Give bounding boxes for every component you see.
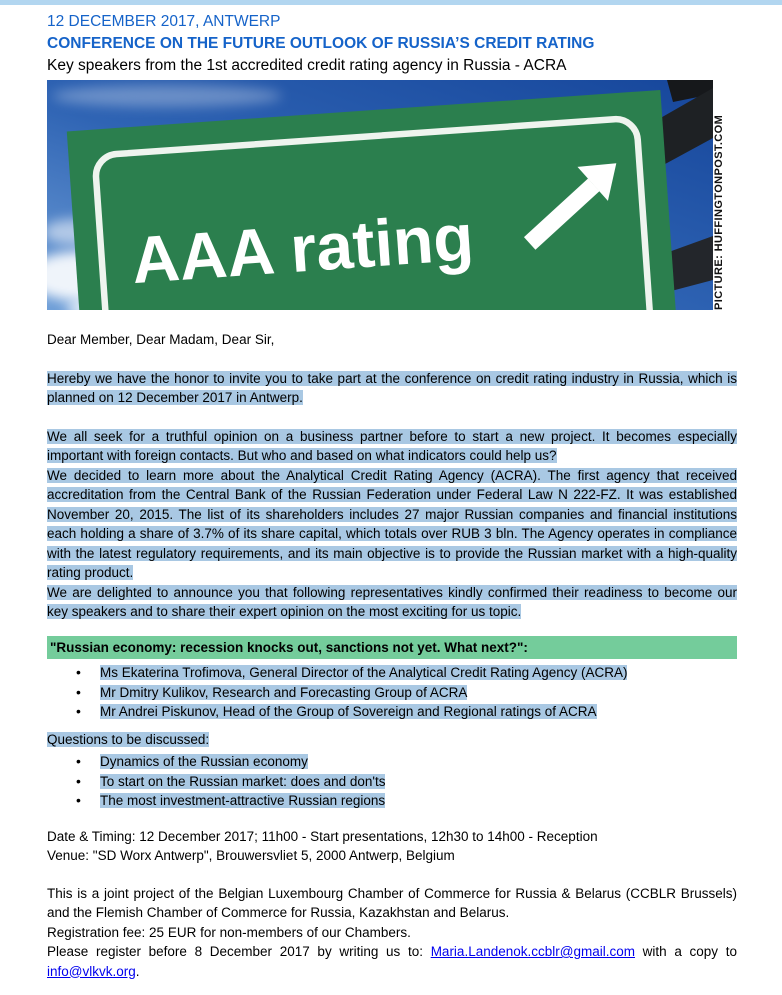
list-item [47,683,737,703]
selected-text: We are delighted to announce you that following representatives kindly confirmed their readiness to become our key speakers and to share their expert opinion on the most exciting for us topic. [47,584,737,619]
selected-text: Questions to be discussed: [47,731,210,747]
paragraph-invite [47,369,737,408]
topic-heading: "Russian economy: recession knocks out, sanctions not yet. What next?": [47,636,737,660]
question-text: To start on the Russian market: does and don'ts [100,773,386,789]
paragraph-acra [47,466,737,583]
bullet-icon: • [76,792,81,808]
question-text: The most investment-attractive Russian regions [100,793,386,808]
page-subtitle: Key speakers from the 1st accredited credit rating agency in Russia - ACRA [47,57,567,74]
selected-text: We decided to learn more about the Analytical Credit Rating Agency (ACRA). The first agency that received accreditation from the Central Bank of the Russian Federation under Federal Law N 222-FZ. It was established November 20, 2015. The list of its shareholders includes 27 major Russian companies and financial institutions each holding a share of 3.7% of its share capital, which totals over RUB 3 bln. The Agency operates in compliance with the latest regulatory requirements, and its main objective is to provide the Russian market with a high-quality rating product. [47,467,737,580]
paragraph-delighted [47,583,737,622]
copy-email-link[interactable]: info@vlkvk.org [47,963,136,979]
speaker-name: Mr Dmitry Kulikov, Research and Forecasting Group of ACRA [100,684,468,700]
paragraph-seek [47,427,737,466]
venue-line: Venue: "SD Worx Antwerp", Brouwersvliet 5, 2000 Antwerp, Belgium [47,848,455,863]
joint-project-paragraph: This is a joint project of the Belgian Luxembourg Chamber of Commerce for Russia & Belarus (CCBLR Brussels) and the Flemish Chamber of Commerce for Russia, Kazakhstan and Belarus. [47,885,737,920]
list-item [47,702,737,722]
bullet-icon: • [76,772,81,789]
photo-credit-caption: PICTURE: HUFFINGTONPOST.COM [713,114,725,310]
aaa-rating-sign-photo [47,80,713,310]
list-item [47,791,737,811]
bullet-icon: • [76,753,81,769]
register-post-text: . [135,963,140,979]
list-item [47,752,737,772]
register-pre-text: Please register before 8 December 2017 by writing us to: [47,944,423,959]
question-text: Dynamics of the Russian economy [100,754,308,769]
bullet-icon: • [76,683,81,700]
list-item [47,663,737,683]
primary-email-link[interactable]: Maria.Landenok.ccblr@gmail.com [430,944,635,959]
register-mid-text: with a copy to [642,944,737,959]
event-date-line: 12 DECEMBER 2017, ANTWERP [47,13,281,30]
speakers-list [47,663,737,722]
register-paragraph [47,942,737,981]
date-timing-line: Date & Timing: 12 December 2017; 11h00 - Start presentations, 12h30 to 14h00 - Reception [47,828,598,844]
selected-text: Hereby we have the honor to invite you to take part at the conference on credit rating industry in Russia, which is planned on 12 December 2017 in Antwerp. [47,370,737,405]
selected-text: We all seek for a truthful opinion on a business partner before to start a new project. It becomes especially important with foreign contacts. But who and based on what indicators could help us? [47,428,737,463]
speaker-name: Ms Ekaterina Trofimova, General Director of the Analytical Credit Rating Agency (ACRA) [100,665,628,680]
list-item [47,772,737,792]
window-top-strip [0,0,782,5]
salutation: Dear Member, Dear Madam, Dear Sir, [47,332,275,347]
questions-label [47,730,737,750]
hero-section [47,80,782,310]
bullet-icon: • [76,703,81,719]
bullet-icon: • [76,664,81,680]
sign-label: AAA rating [129,199,476,298]
page-title: CONFERENCE ON THE FUTURE OUTLOOK OF RUSSIA’S CREDIT RATING [47,35,595,52]
document-header [47,11,737,77]
letter-body [47,330,737,981]
questions-list [47,752,737,811]
registration-fee-line: Registration fee: 25 EUR for non-members of our Chambers. [47,924,411,940]
speaker-name: Mr Andrei Piskunov, Head of the Group of Sovereign and Regional ratings of ACRA [100,704,597,719]
